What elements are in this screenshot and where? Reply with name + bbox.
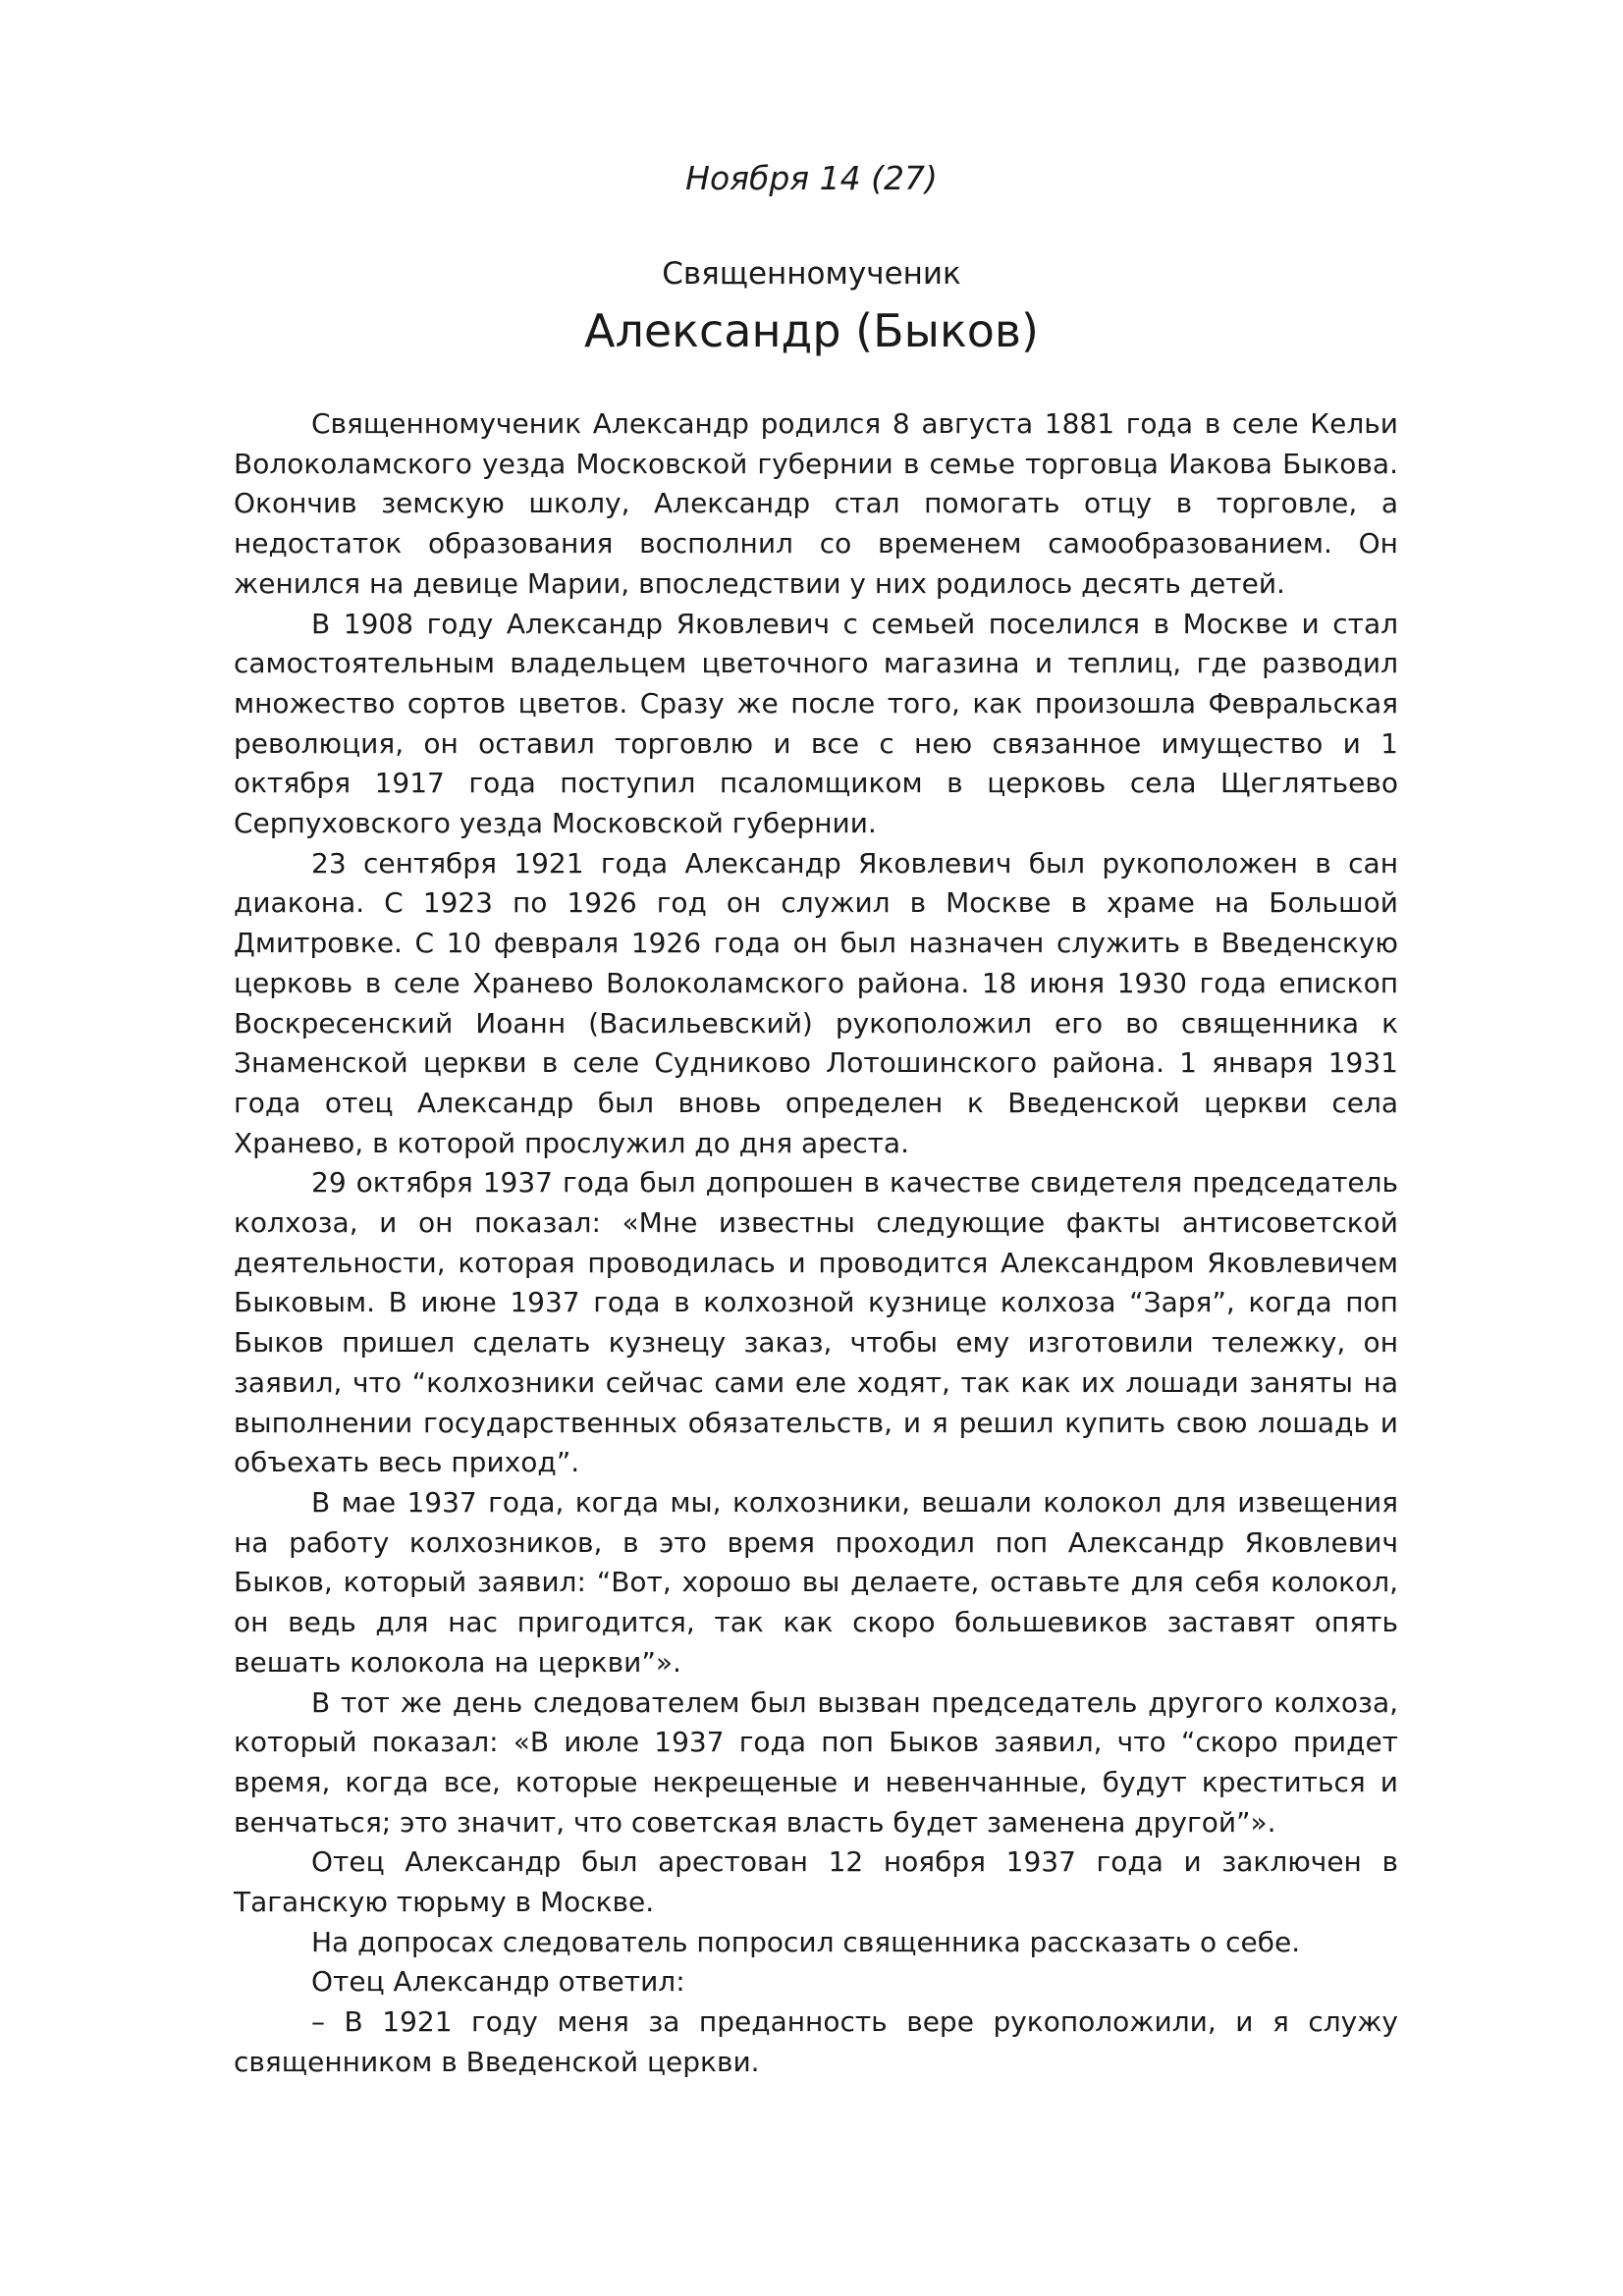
- paragraph: Отец Александр ответил:: [311, 1965, 685, 1999]
- saint-rank: Священномученик: [662, 256, 961, 292]
- body-text: [234, 404, 1398, 2083]
- saint-name-title: Александр (Быков): [584, 304, 1039, 357]
- paragraph: В тот же день следователем был вызван председатель другого колхоза, который показал: «В июле 1937 года поп Быков заявил, что “скоро придет время, когда все, которые некрещеные и невенчанные, будут креститься и венчаться; это значит, что советская власть будет заменена другой”».: [234, 1685, 1398, 1839]
- paragraph: Отец Александр был арестован 12 ноября 1937 года и заключен в Таганскую тюрьму в Москве.: [234, 1845, 1398, 1919]
- paragraph: – В 1921 году меня за преданность вере рукоположили, и я служу священником в Введенской церкви.: [234, 2005, 1398, 2078]
- paragraph: В 1908 году Александр Яковлевич с семьей поселился в Москве и стал самостоятельным владельцем цветочного магазина и теплиц, где разводил множество сортов цветов. Сразу же после того, как произошла Февральская революция, он оставил торговлю и все с нею связанное имущество и 1 октября 1917 года поступил псаломщиком в церковь села Щеглятьево Серпуховского уезда Московской губернии.: [234, 607, 1398, 840]
- paragraph: В мае 1937 года, когда мы, колхозники, вешали колокол для извещения на работу колхозников, в это время проходил поп Александр Яковлевич Быков, который заявил: “Вот, хорошо вы делаете, оставьте для себя колокол, он ведь для нас пригодится, так как скоро большевиков заставят опять вешать колокола на церкви”».: [234, 1485, 1398, 1679]
- date-heading: Ноября 14 (27): [685, 159, 938, 197]
- paragraph: На допросах следователь попросил священника рассказать о себе.: [311, 1925, 1301, 1958]
- paragraph: 23 сентября 1921 года Александр Яковлевич был рукоположен в сан диакона. С 1923 по 1926 год он служил в Москве в храме на Большой Дмитровке. С 10 февраля 1926 года он был назначен служить в Введенскую церковь в селе Хранево Волоколамского района. 18 июня 1930 года епископ Воскресенский Иоанн (Васильевский) рукоположил его во священника к Знаменской церкви в селе Судниково Лотошинского района. 1 января 1931 года отец Александр был вновь определен к Введенской церкви села Хранево, в которой прослужил до дня ареста.: [234, 846, 1398, 1159]
- paragraph: Священномученик Александр родился 8 августа 1881 года в селе Кельи Волоколамского уезда Московской губернии в семье торговца Иакова Быкова. Окончив земскую школу, Александр стал помогать отцу в торговле, а недостаток образования восполнил со временем самообразованием. Он женился на девице Марии, впоследствии у них родилось десять детей.: [234, 407, 1398, 600]
- paragraph: 29 октября 1937 года был допрошен в качестве свидетеля председатель колхоза, и он показал: «Мне известны следующие факты антисоветской деятельности, которая проводилась и проводится Александром Яковлевичем Быковым. В июне 1937 года в колхозной кузнице колхоза “Заря”, когда поп Быков пришел сделать кузнецу заказ, чтобы ему изготовили тележку, он заявил, что “колхозники сейчас сами еле ходят, так как их лошади заняты на выполнении государственных обязательств, и я решил купить свою лошадь и объехать весь приход”.: [234, 1166, 1398, 1479]
